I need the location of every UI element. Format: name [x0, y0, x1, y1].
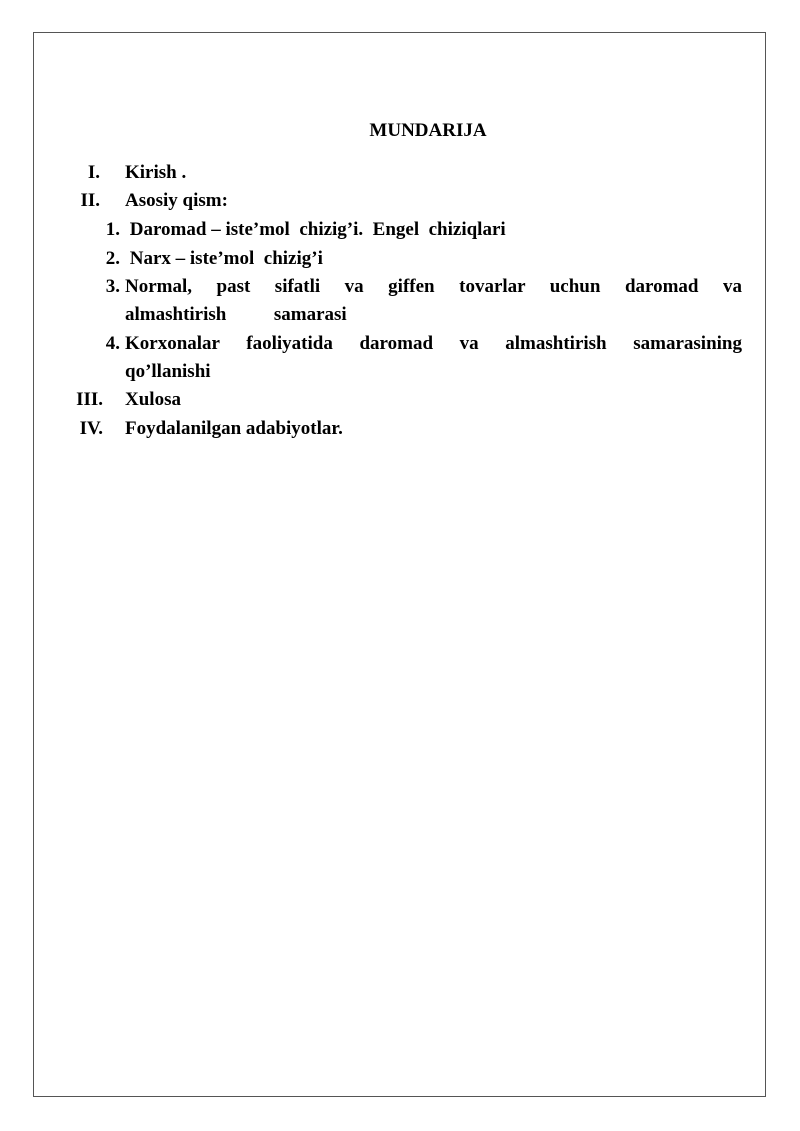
toc-entry-label: Narx – iste’mol chizig’i: [125, 248, 323, 269]
toc-subentry-3: [0, 276, 800, 326]
toc-marker: II.: [80, 190, 100, 211]
toc-entry-label: Kirish .: [125, 162, 187, 183]
toc-entry-label: Xulosa: [125, 389, 181, 410]
toc-marker: IV.: [79, 418, 103, 439]
toc-entry-label-continued: almashtirish samarasi: [125, 304, 347, 325]
toc-entry-label: Daromad – iste’mol chizig’i. Engel chiziqlari: [125, 219, 506, 240]
toc-entry-label: Korxonalar faoliyatida daromad va almashtirish samarasining: [125, 333, 742, 354]
toc-marker: 1.: [105, 219, 120, 240]
toc-entry-label-continued: qo’llanishi: [125, 361, 211, 382]
toc-entry-label: Asosiy qism:: [125, 190, 228, 211]
toc-marker: I.: [87, 162, 100, 183]
toc-marker: 4.: [105, 333, 120, 354]
toc-marker: 3.: [105, 276, 120, 297]
toc-subentry-4: [0, 333, 800, 383]
toc-marker: III.: [76, 389, 103, 410]
toc-title: MUNDARIJA: [369, 120, 487, 141]
toc-marker: 2.: [105, 248, 120, 269]
toc-entry-label: Normal, past sifatli va giffen tovarlar uchun daromad va: [125, 276, 742, 297]
toc-entry-label: Foydalanilgan adabiyotlar.: [125, 418, 343, 439]
